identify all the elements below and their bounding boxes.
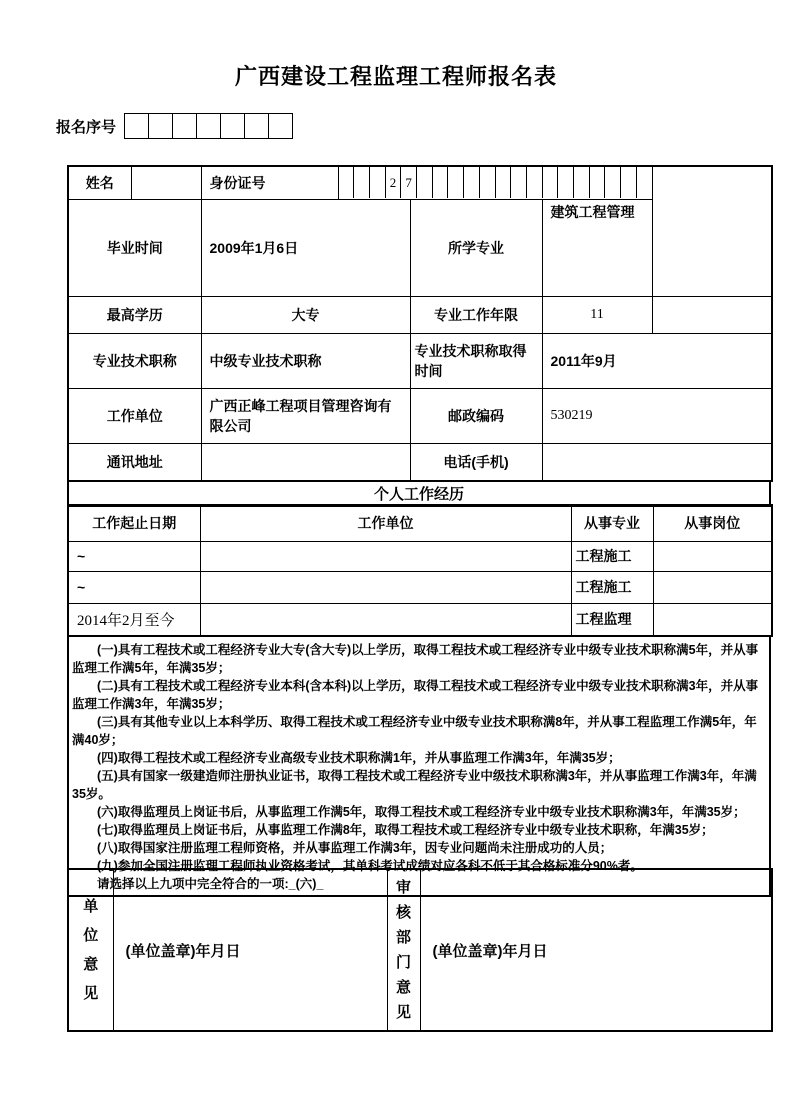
id-number-boxes bbox=[339, 167, 652, 198]
review-stamp-cell: (单位盖章)年月日 bbox=[420, 869, 772, 1031]
condition-item: (六)取得监理员上岗证书后，从事监理工作满5年，取得工程技术或工程经济专业中级专业技术职称满3年，年满35岁； bbox=[97, 805, 746, 819]
exp-period: ~ bbox=[68, 541, 200, 571]
conditions-table bbox=[67, 635, 771, 897]
experience-section bbox=[67, 504, 771, 637]
table-row bbox=[68, 603, 772, 636]
phone-value bbox=[542, 443, 772, 481]
id-digit-box bbox=[463, 167, 479, 198]
conditions-section bbox=[67, 635, 771, 897]
postcode-value: 530219 bbox=[542, 388, 772, 443]
work-years-label: 专业工作年限 bbox=[410, 296, 542, 333]
id-digit-box bbox=[510, 167, 526, 198]
tech-title-value: 中级专业技术职称 bbox=[201, 333, 410, 388]
id-digit-box bbox=[479, 167, 495, 198]
major-value: 建筑工程管理 bbox=[542, 199, 652, 296]
serial-box bbox=[268, 113, 293, 139]
personal-info-table bbox=[67, 165, 773, 482]
serial-box bbox=[172, 113, 197, 139]
review-dept-label: 审核部门意见 bbox=[395, 879, 411, 1021]
unit-stamp-cell: (单位盖章)年月日 bbox=[113, 869, 387, 1031]
id-digit-box bbox=[495, 167, 511, 198]
exp-position bbox=[653, 571, 772, 603]
exp-unit bbox=[200, 541, 571, 571]
condition-item: (二)具有工程技术或工程经济专业本科(含本科)以上学历，取得工程技术或工程经济专业中级专业技术职称满3年，并从事监理工作满3年，年满35岁； bbox=[72, 679, 759, 711]
name-label: 姓名 bbox=[68, 166, 131, 199]
exp-header-position: 从事岗位 bbox=[653, 505, 772, 541]
approval-section bbox=[67, 868, 771, 1032]
personal-info-section bbox=[67, 165, 771, 482]
exp-header-period: 工作起止日期 bbox=[68, 505, 200, 541]
title-date-label: 专业技术职称取得时间 bbox=[410, 333, 542, 388]
form-title: 广西建设工程监理工程师报名表 bbox=[234, 64, 557, 89]
id-digit-box bbox=[542, 167, 558, 198]
id-digit-box bbox=[573, 167, 589, 198]
serial-number-boxes bbox=[124, 113, 293, 139]
condition-item: (五)具有国家一级建造师注册执业证书，取得工程技术或工程经济专业中级技术职称满3年，并从事监理工作满3年，年满35岁。 bbox=[72, 769, 757, 801]
serial-box bbox=[196, 113, 221, 139]
exp-period: 2014年2月至今 bbox=[68, 603, 200, 636]
education-value: 大专 bbox=[201, 296, 410, 333]
id-digit-box bbox=[432, 167, 448, 198]
serial-number-label: 报名序号 bbox=[56, 118, 117, 136]
review-dept-label-cell bbox=[387, 869, 420, 1031]
id-digit-box bbox=[447, 167, 463, 198]
id-digit-box bbox=[369, 167, 385, 198]
photo-cell bbox=[652, 166, 772, 296]
experience-banner-table bbox=[67, 480, 771, 507]
unit-opinion-label-cell bbox=[68, 869, 113, 1031]
serial-box bbox=[220, 113, 245, 139]
tech-title-label: 专业技术职称 bbox=[68, 333, 201, 388]
exp-position bbox=[653, 541, 772, 571]
exp-profession: 工程施工 bbox=[571, 571, 653, 603]
exp-profession: 工程施工 bbox=[571, 541, 653, 571]
experience-banner-section bbox=[67, 480, 771, 507]
empty-cell bbox=[652, 296, 772, 333]
id-digit-box: 7 bbox=[400, 167, 416, 198]
condition-item: (四)取得工程技术或工程经济专业高级专业技术职称满1年，并从事监理工作满3年，年满35岁； bbox=[97, 751, 621, 765]
id-digit-box bbox=[526, 167, 542, 198]
exp-header-profession: 从事专业 bbox=[571, 505, 653, 541]
education-label: 最高学历 bbox=[68, 296, 201, 333]
exp-period: ~ bbox=[68, 571, 200, 603]
graduation-date-label: 毕业时间 bbox=[68, 199, 201, 296]
unit-opinion-label: 单位意见 bbox=[83, 898, 99, 1002]
condition-item: (九)参加全国注册监理工程师执业资格考试，其单科考试成绩对应各科不低于其合格标准分90%者。 bbox=[97, 859, 643, 873]
condition-item: (七)取得监理员上岗证书后，从事监理工作满8年，取得工程技术或工程经济专业中级专业技术职称，年满35岁； bbox=[97, 823, 714, 837]
major-label: 所学专业 bbox=[410, 199, 542, 296]
approval-table bbox=[67, 868, 773, 1032]
work-years-value: 11 bbox=[542, 296, 652, 333]
table-row bbox=[68, 541, 772, 571]
title-date-value: 2011年9月 bbox=[542, 333, 772, 388]
id-digit-box bbox=[604, 167, 620, 198]
condition-item: (三)具有其他专业以上本科学历、取得工程技术或工程经济专业中级专业技术职称满8年，并从事工程监理工作满5年，年满40岁； bbox=[72, 715, 757, 747]
condition-item: (一)具有工程技术或工程经济专业大专(含大专)以上学历，取得工程技术或工程经济专业中级专业技术职称满5年，并从事监理工作满5年，年满35岁； bbox=[72, 643, 759, 675]
condition-item: (八)取得国家注册监理工程师资格，并从事监理工作满3年，因专业问题尚未注册成功的人员； bbox=[97, 841, 613, 855]
exp-position bbox=[653, 603, 772, 636]
id-digit-box bbox=[636, 167, 652, 198]
id-digit-box bbox=[589, 167, 605, 198]
serial-box bbox=[148, 113, 173, 139]
experience-table bbox=[67, 504, 773, 637]
id-digit-box bbox=[416, 167, 432, 198]
id-number-boxes-cell bbox=[338, 166, 652, 199]
address-label: 通讯地址 bbox=[68, 443, 201, 481]
id-number-label: 身份证号 bbox=[201, 166, 338, 199]
id-digit-box: 2 bbox=[385, 167, 401, 198]
employer-label: 工作单位 bbox=[68, 388, 201, 443]
table-row bbox=[68, 571, 772, 603]
serial-box bbox=[244, 113, 269, 139]
serial-box bbox=[124, 113, 149, 139]
name-value-cell bbox=[131, 166, 201, 199]
exp-header-unit: 工作单位 bbox=[200, 505, 571, 541]
id-digit-box bbox=[339, 167, 354, 198]
serial-number-row bbox=[56, 113, 293, 139]
exp-profession: 工程监理 bbox=[571, 603, 653, 636]
phone-label: 电话(手机) bbox=[410, 443, 542, 481]
id-digit-box bbox=[557, 167, 573, 198]
employer-value: 广西正峰工程项目管理咨询有限公司 bbox=[201, 388, 410, 443]
graduation-date-value: 2009年1月6日 bbox=[201, 199, 410, 296]
selection-line: 请选择以上九项中完全符合的一项:_(六)_ bbox=[97, 877, 324, 891]
postcode-label: 邮政编码 bbox=[410, 388, 542, 443]
id-digit-box bbox=[353, 167, 369, 198]
conditions-cell bbox=[68, 636, 770, 896]
exp-unit bbox=[200, 603, 571, 636]
exp-unit bbox=[200, 571, 571, 603]
id-digit-box bbox=[620, 167, 636, 198]
experience-section-title: 个人工作经历 bbox=[373, 486, 464, 503]
address-value bbox=[201, 443, 410, 481]
